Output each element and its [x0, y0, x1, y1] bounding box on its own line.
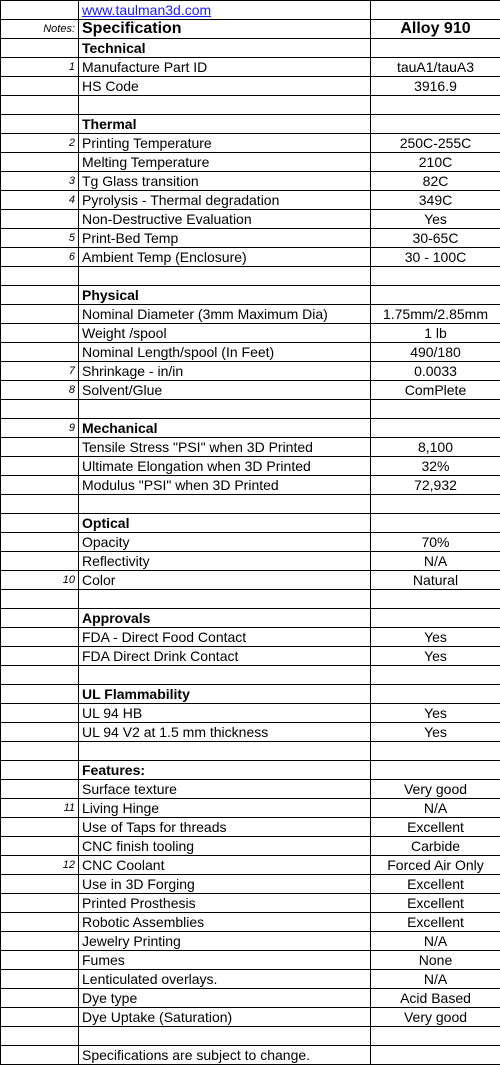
note-number: 1 — [1, 58, 79, 77]
empty-cell — [371, 609, 500, 628]
note-number — [1, 286, 79, 305]
blank-row — [1, 590, 500, 609]
spec-label: Jewelry Printing — [79, 932, 371, 951]
spec-row — [1, 58, 500, 77]
spec-value: ComPlete — [371, 381, 500, 400]
spec-label: Printed Prosthesis — [79, 894, 371, 913]
note-number — [1, 1008, 79, 1027]
empty-cell — [371, 742, 500, 761]
spec-label: CNC finish tooling — [79, 837, 371, 856]
note-number: 7 — [1, 362, 79, 381]
spec-value: 30 - 100C — [371, 248, 500, 267]
spec-row — [1, 324, 500, 343]
blank-row — [1, 495, 500, 514]
spec-row — [1, 837, 500, 856]
note-number — [1, 704, 79, 723]
spec-label: Use of Taps for threads — [79, 818, 371, 837]
spec-value: Carbide — [371, 837, 500, 856]
empty-cell — [1, 267, 79, 286]
note-number — [1, 780, 79, 799]
note-number — [1, 989, 79, 1008]
spec-label: Printing Temperature — [79, 134, 371, 153]
spec-value: 32% — [371, 457, 500, 476]
note-number — [1, 1046, 79, 1065]
spec-row — [1, 799, 500, 818]
blank-row — [1, 400, 500, 419]
spec-value: 72,932 — [371, 476, 500, 495]
spec-row — [1, 210, 500, 229]
spec-row — [1, 951, 500, 970]
empty-cell — [371, 286, 500, 305]
spec-label: CNC Coolant — [79, 856, 371, 875]
spec-label: Use in 3D Forging — [79, 875, 371, 894]
spec-label: Living Hinge — [79, 799, 371, 818]
note-number — [1, 723, 79, 742]
spec-value: Yes — [371, 704, 500, 723]
spec-value: 0.0033 — [371, 362, 500, 381]
spec-label: Tg Glass transition — [79, 172, 371, 191]
spec-value: Acid Based — [371, 989, 500, 1008]
blank-row — [1, 666, 500, 685]
section-title: Features: — [79, 761, 371, 780]
note-number — [1, 837, 79, 856]
empty-cell — [371, 1, 500, 20]
empty-cell — [371, 1027, 500, 1046]
spec-row — [1, 818, 500, 837]
empty-cell — [1, 1027, 79, 1046]
empty-cell — [1, 590, 79, 609]
spec-label: Pyrolysis - Thermal degradation — [79, 191, 371, 210]
empty-cell — [79, 96, 371, 115]
spec-value: Yes — [371, 628, 500, 647]
section-header-row — [1, 685, 500, 704]
note-number — [1, 970, 79, 989]
spec-value: Yes — [371, 723, 500, 742]
spec-row — [1, 438, 500, 457]
note-number: 5 — [1, 229, 79, 248]
spec-label: Shrinkage - in/in — [79, 362, 371, 381]
empty-cell — [79, 400, 371, 419]
spec-label: UL 94 HB — [79, 704, 371, 723]
spec-value: 1.75mm/2.85mm — [371, 305, 500, 324]
spec-value: N/A — [371, 970, 500, 989]
note-number: 3 — [1, 172, 79, 191]
spec-row — [1, 552, 500, 571]
spec-row — [1, 457, 500, 476]
note-number: 11 — [1, 799, 79, 818]
section-header-row — [1, 286, 500, 305]
empty-cell — [1, 400, 79, 419]
note-number: 9 — [1, 419, 79, 438]
note-number — [1, 628, 79, 647]
spec-row — [1, 894, 500, 913]
note-number — [1, 685, 79, 704]
spec-label: Modulus "PSI" when 3D Printed — [79, 476, 371, 495]
note-number — [1, 210, 79, 229]
spec-label: Nominal Diameter (3mm Maximum Dia) — [79, 305, 371, 324]
spec-value: N/A — [371, 799, 500, 818]
section-title: Mechanical — [79, 419, 371, 438]
spec-row — [1, 362, 500, 381]
spec-label: Solvent/Glue — [79, 381, 371, 400]
note-number — [1, 476, 79, 495]
note-number: 6 — [1, 248, 79, 267]
empty-cell — [371, 666, 500, 685]
spec-row — [1, 628, 500, 647]
note-number — [1, 324, 79, 343]
spec-row — [1, 476, 500, 495]
spec-value: 82C — [371, 172, 500, 191]
spec-value — [371, 1046, 500, 1065]
section-header-row — [1, 609, 500, 628]
notes-label: Notes: — [1, 20, 79, 39]
note-number — [1, 552, 79, 571]
spec-value: Excellent — [371, 913, 500, 932]
empty-cell — [1, 96, 79, 115]
spec-label: Lenticulated overlays. — [79, 970, 371, 989]
empty-cell — [1, 1, 79, 20]
spec-row — [1, 647, 500, 666]
empty-cell — [79, 590, 371, 609]
note-number — [1, 305, 79, 324]
spec-row — [1, 780, 500, 799]
section-header-row — [1, 419, 500, 438]
spec-label: Weight /spool — [79, 324, 371, 343]
note-number — [1, 533, 79, 552]
spec-value: 210C — [371, 153, 500, 172]
empty-cell — [371, 96, 500, 115]
spec-label: Melting Temperature — [79, 153, 371, 172]
empty-cell — [79, 267, 371, 286]
note-number: 4 — [1, 191, 79, 210]
blank-row — [1, 267, 500, 286]
empty-cell — [371, 115, 500, 134]
note-number: 8 — [1, 381, 79, 400]
spec-value: 250C-255C — [371, 134, 500, 153]
section-header-row — [1, 115, 500, 134]
note-number — [1, 153, 79, 172]
spec-row — [1, 381, 500, 400]
section-title: Optical — [79, 514, 371, 533]
empty-cell — [371, 419, 500, 438]
spec-value: 3916.9 — [371, 77, 500, 96]
note-number — [1, 438, 79, 457]
spec-value: 30-65C — [371, 229, 500, 248]
note-number — [1, 951, 79, 970]
spec-label: Robotic Assemblies — [79, 913, 371, 932]
spec-row — [1, 248, 500, 267]
note-number — [1, 609, 79, 628]
product-name: Alloy 910 — [371, 20, 500, 39]
empty-cell — [79, 1027, 371, 1046]
spec-label: Opacity — [79, 533, 371, 552]
spec-row — [1, 1008, 500, 1027]
spec-row — [1, 1046, 500, 1065]
empty-cell — [79, 742, 371, 761]
note-number — [1, 115, 79, 134]
spec-row — [1, 970, 500, 989]
note-number — [1, 761, 79, 780]
spec-label: Specifications are subject to change. — [79, 1046, 371, 1065]
spec-row — [1, 191, 500, 210]
empty-cell — [79, 666, 371, 685]
spec-row — [1, 77, 500, 96]
spec-label: Tensile Stress "PSI" when 3D Printed — [79, 438, 371, 457]
spec-value: 490/180 — [371, 343, 500, 362]
note-number — [1, 343, 79, 362]
empty-cell — [371, 590, 500, 609]
note-number: 2 — [1, 134, 79, 153]
spec-value: Excellent — [371, 875, 500, 894]
note-number — [1, 818, 79, 837]
section-title: Physical — [79, 286, 371, 305]
website-link[interactable]: www.taulman3d.com — [82, 2, 212, 18]
spec-label: UL 94 V2 at 1.5 mm thickness — [79, 723, 371, 742]
spec-title: Specification — [79, 20, 371, 39]
spec-row — [1, 723, 500, 742]
spec-label: Dye Uptake (Saturation) — [79, 1008, 371, 1027]
empty-cell — [371, 514, 500, 533]
note-number — [1, 875, 79, 894]
spec-label: Non-Destructive Evaluation — [79, 210, 371, 229]
note-number: 10 — [1, 571, 79, 590]
spec-row — [1, 153, 500, 172]
spec-value: None — [371, 951, 500, 970]
spec-value: Forced Air Only — [371, 856, 500, 875]
spec-row — [1, 533, 500, 552]
empty-cell — [1, 666, 79, 685]
section-title: UL Flammability — [79, 685, 371, 704]
note-number — [1, 913, 79, 932]
empty-cell — [371, 400, 500, 419]
section-header-row — [1, 514, 500, 533]
section-title: Thermal — [79, 115, 371, 134]
empty-cell — [371, 495, 500, 514]
spec-row — [1, 704, 500, 723]
spec-value: N/A — [371, 932, 500, 951]
spec-value: 349C — [371, 191, 500, 210]
spec-label: Reflectivity — [79, 552, 371, 571]
blank-row — [1, 742, 500, 761]
note-number — [1, 894, 79, 913]
spec-value: Excellent — [371, 818, 500, 837]
spec-value: 8,100 — [371, 438, 500, 457]
spec-row — [1, 932, 500, 951]
spec-value: Natural — [371, 571, 500, 590]
spec-label: Surface texture — [79, 780, 371, 799]
note-number: 12 — [1, 856, 79, 875]
note-number — [1, 932, 79, 951]
spec-label: FDA Direct Drink Contact — [79, 647, 371, 666]
empty-cell — [371, 761, 500, 780]
spec-value: Excellent — [371, 894, 500, 913]
spec-value: Very good — [371, 780, 500, 799]
empty-cell — [1, 742, 79, 761]
spec-value: 70% — [371, 533, 500, 552]
spec-label: Ultimate Elongation when 3D Printed — [79, 457, 371, 476]
blank-row — [1, 96, 500, 115]
spec-value: N/A — [371, 552, 500, 571]
header-row — [1, 20, 500, 39]
empty-cell — [371, 685, 500, 704]
section-header-row — [1, 761, 500, 780]
spec-row — [1, 305, 500, 324]
empty-cell — [371, 267, 500, 286]
spec-label: Manufacture Part ID — [79, 58, 371, 77]
spec-label: Nominal Length/spool (In Feet) — [79, 343, 371, 362]
spec-label: Dye type — [79, 989, 371, 1008]
spec-label: Color — [79, 571, 371, 590]
spec-row — [1, 343, 500, 362]
section-title: Technical — [79, 39, 371, 58]
note-number — [1, 457, 79, 476]
note-number — [1, 77, 79, 96]
spec-row — [1, 172, 500, 191]
spec-row — [1, 856, 500, 875]
spec-row — [1, 875, 500, 894]
empty-cell — [79, 495, 371, 514]
empty-cell — [371, 39, 500, 58]
spec-label: Print-Bed Temp — [79, 229, 371, 248]
empty-cell — [1, 495, 79, 514]
spec-label: Fumes — [79, 951, 371, 970]
spec-value: Very good — [371, 1008, 500, 1027]
section-title: Approvals — [79, 609, 371, 628]
note-number — [1, 647, 79, 666]
website-row — [1, 1, 500, 20]
spec-row — [1, 134, 500, 153]
spec-row — [1, 229, 500, 248]
spec-row — [1, 989, 500, 1008]
spec-value: Yes — [371, 647, 500, 666]
note-number — [1, 514, 79, 533]
spec-row — [1, 571, 500, 590]
note-number — [1, 39, 79, 58]
spec-label: HS Code — [79, 77, 371, 96]
spec-value: 1 lb — [371, 324, 500, 343]
blank-row — [1, 1027, 500, 1046]
spec-value: tauA1/tauA3 — [371, 58, 500, 77]
section-header-row — [1, 39, 500, 58]
spec-value: Yes — [371, 210, 500, 229]
spec-label: FDA - Direct Food Contact — [79, 628, 371, 647]
website-cell — [79, 1, 371, 20]
spec-row — [1, 913, 500, 932]
spec-label: Ambient Temp (Enclosure) — [79, 248, 371, 267]
